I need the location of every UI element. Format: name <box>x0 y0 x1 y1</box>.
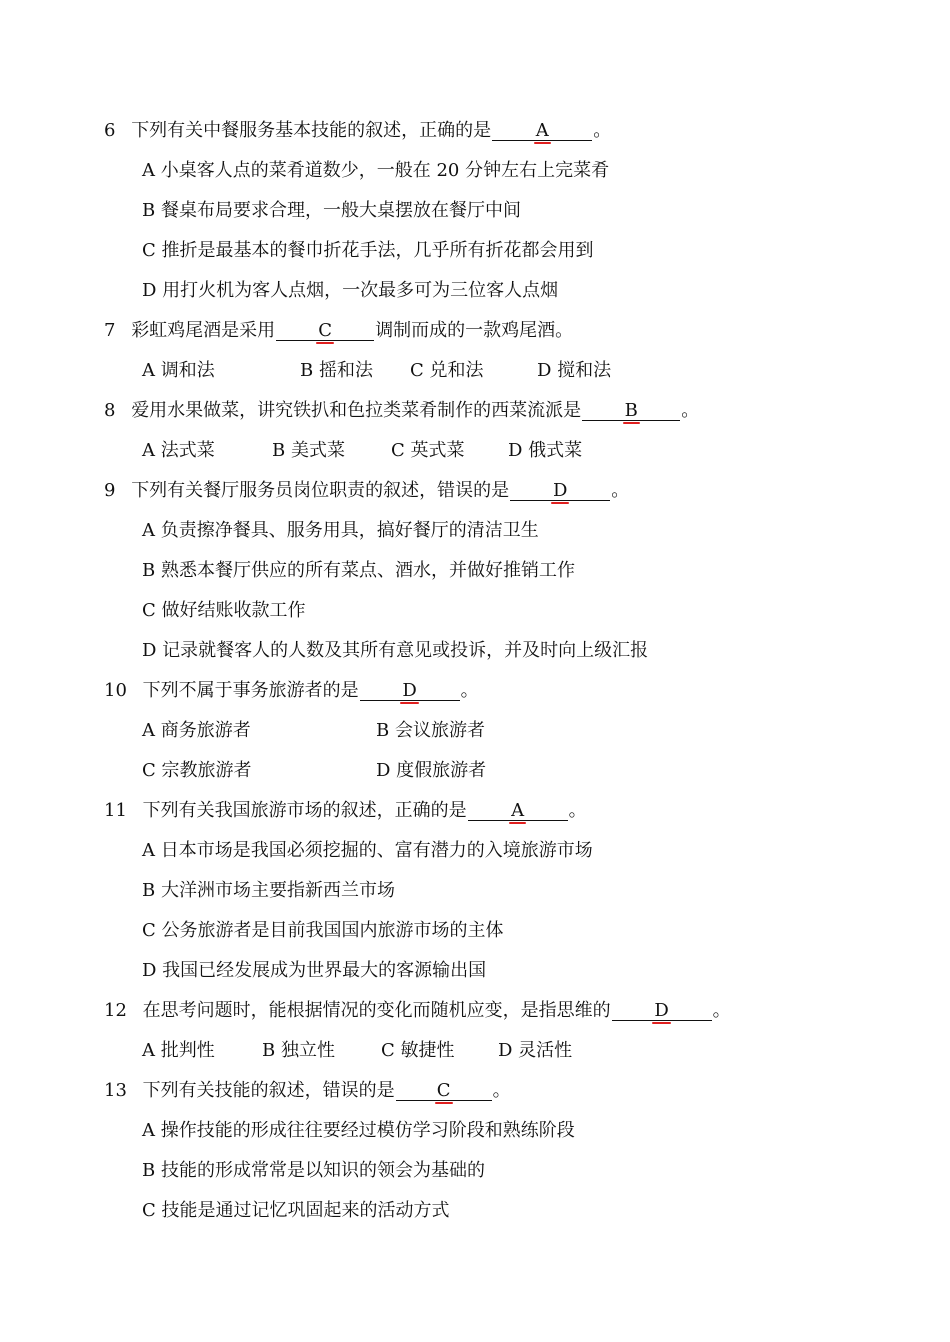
options-row-12 <box>0 1037 950 1065</box>
options-row-8 <box>0 437 950 465</box>
answer-blank <box>582 398 680 421</box>
option-6a: A 小桌客人点的菜肴道数少，一般在 20 分钟左右上完菜肴 <box>142 160 610 181</box>
option-8c: C 英式菜 <box>391 440 465 461</box>
question-10 <box>104 677 479 705</box>
option-11a: A 日本市场是我国必须挖掘的、富有潜力的入境旅游市场 <box>142 840 593 861</box>
answer-text: C <box>318 320 333 341</box>
options-row-10a <box>0 717 950 745</box>
question-suffix: 调制而成的一款鸡尾酒。 <box>375 320 574 341</box>
option-6c: C 推折是最基本的餐巾折花手法，几乎所有折花都会用到 <box>142 240 594 261</box>
option-7a: A 调和法 <box>142 360 215 381</box>
option-6b: B 餐桌布局要求合理，一般大桌摆放在餐厅中间 <box>142 200 521 221</box>
option-13c: C 技能是通过记忆巩固起来的活动方式 <box>142 1200 450 1221</box>
question-text: 下列有关技能的叙述，错误的是 <box>142 1080 395 1101</box>
options-row-10b <box>0 757 950 785</box>
answer-text: C <box>436 1080 451 1101</box>
question-suffix: 。 <box>681 400 700 421</box>
question-9 <box>104 477 629 505</box>
option-7c: C 兑和法 <box>410 360 484 381</box>
question-text: 下列有关餐厅服务员岗位职责的叙述，错误的是 <box>131 480 510 501</box>
options-row-7 <box>0 357 950 385</box>
question-text: 彩虹鸡尾酒是采用 <box>131 320 276 341</box>
answer-blank <box>468 798 568 821</box>
question-suffix: 。 <box>593 120 612 141</box>
option-10c: C 宗教旅游者 <box>142 760 252 781</box>
question-number: 13 <box>104 1080 127 1101</box>
option-13a: A 操作技能的形成往往要经过模仿学习阶段和熟练阶段 <box>142 1120 575 1141</box>
question-number: 7 <box>104 320 116 341</box>
option-11d: D 我国已经发展成为世界最大的客源输出国 <box>142 960 487 981</box>
question-suffix: 。 <box>460 680 479 701</box>
answer-blank <box>396 1078 492 1101</box>
option-9b: B 熟悉本餐厅供应的所有菜点、酒水，并做好推销工作 <box>142 560 575 581</box>
question-number: 9 <box>104 480 116 501</box>
answer-text: B <box>624 400 638 421</box>
option-8a: A 法式菜 <box>142 440 215 461</box>
question-8 <box>104 397 699 425</box>
answer-text: D <box>402 680 417 701</box>
question-13 <box>104 1077 511 1105</box>
question-11 <box>104 797 587 825</box>
question-text: 爱用水果做菜，讲究铁扒和色拉类菜肴制作的西菜流派是 <box>131 400 582 421</box>
option-12d: D 灵活性 <box>498 1040 573 1061</box>
question-number: 11 <box>104 800 127 821</box>
question-number: 6 <box>104 120 116 141</box>
question-text: 下列有关我国旅游市场的叙述，正确的是 <box>142 800 467 821</box>
option-6d: D 用打火机为客人点烟，一次最多可为三位客人点烟 <box>142 280 559 301</box>
option-12c: C 敏捷性 <box>381 1040 455 1061</box>
answer-text: D <box>552 480 568 501</box>
option-7b: B 摇和法 <box>300 360 373 381</box>
question-suffix: 。 <box>712 1000 731 1021</box>
option-10b: B 会议旅游者 <box>376 720 485 741</box>
option-12b: B 独立性 <box>262 1040 335 1061</box>
question-6 <box>104 117 611 145</box>
answer-blank <box>510 478 610 501</box>
option-8d: D 俄式菜 <box>508 440 583 461</box>
option-8b: B 美式菜 <box>272 440 345 461</box>
question-text: 下列不属于事务旅游者的是 <box>142 680 359 701</box>
question-suffix: 。 <box>492 1080 511 1101</box>
answer-text: A <box>535 120 549 141</box>
option-9c: C 做好结账收款工作 <box>142 600 306 621</box>
answer-blank <box>492 118 592 141</box>
question-text: 下列有关中餐服务基本技能的叙述，正确的是 <box>131 120 492 141</box>
option-9d: D 记录就餐客人的人数及其所有意见或投诉，并及时向上级汇报 <box>142 640 649 661</box>
question-number: 12 <box>104 1000 127 1021</box>
answer-text: D <box>654 1000 669 1021</box>
question-text: 在思考问题时，能根据情况的变化而随机应变，是指思维的 <box>142 1000 611 1021</box>
option-11c: C 公务旅游者是目前我国国内旅游市场的主体 <box>142 920 504 941</box>
option-13b: B 技能的形成常常是以知识的领会为基础的 <box>142 1160 485 1181</box>
answer-blank <box>612 998 712 1021</box>
question-7 <box>104 317 573 345</box>
option-10d: D 度假旅游者 <box>376 760 487 781</box>
question-suffix: 。 <box>611 480 630 501</box>
question-number: 10 <box>104 680 127 701</box>
answer-text: A <box>511 800 525 821</box>
question-12 <box>104 997 731 1025</box>
answer-blank <box>360 678 460 701</box>
question-suffix: 。 <box>568 800 587 821</box>
option-12a: A 批判性 <box>142 1040 215 1061</box>
option-11b: B 大洋洲市场主要指新西兰市场 <box>142 880 395 901</box>
question-number: 8 <box>104 400 116 421</box>
answer-blank <box>276 318 374 341</box>
option-7d: D 搅和法 <box>537 360 612 381</box>
option-9a: A 负责擦净餐具、服务用具，搞好餐厅的清洁卫生 <box>142 520 539 541</box>
option-10a: A 商务旅游者 <box>142 720 251 741</box>
